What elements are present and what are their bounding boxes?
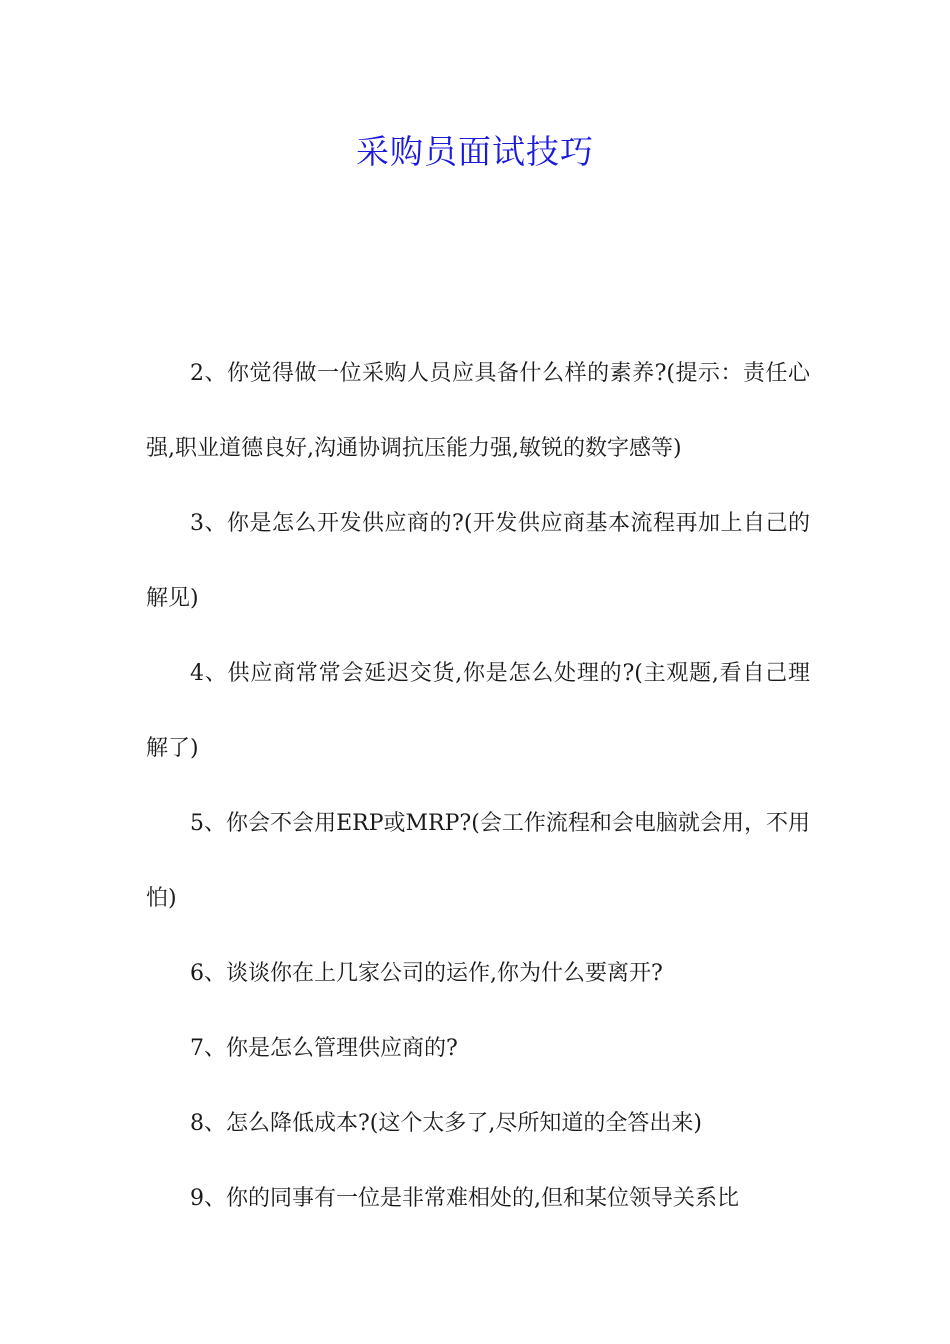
page-title: 采购员面试技巧 [356, 132, 594, 171]
paragraph-question-7: 7、你是怎么管理供应商的? [190, 1036, 458, 1061]
document-body [146, 336, 810, 1236]
paragraph-question-8: 8、怎么降低成本?(这个太多了,尽所知道的全答出来) [190, 1111, 702, 1136]
paragraph-question-4: 4、供应商常常会延迟交货,你是怎么处理的?(主观题,看自己理解了) [146, 661, 810, 761]
paragraph-question-9: 9、你的同事有一位是非常难相处的,但和某位领导关系比 [190, 1186, 739, 1211]
paragraph-question-5: 5、你会不会用ERP或MRP?(会工作流程和会电脑就会用，不用怕) [146, 811, 810, 911]
paragraph-question-3: 3、你是怎么开发供应商的?(开发供应商基本流程再加上自己的解见) [146, 511, 810, 611]
paragraph-question-2: 2、你觉得做一位采购人员应具备什么样的素养?(提示：责任心强,职业道德良好,沟通协调抗压能力强,敏锐的数字感等) [146, 361, 810, 461]
paragraph-question-6: 6、谈谈你在上几家公司的运作,你为什么要离开? [190, 961, 663, 986]
